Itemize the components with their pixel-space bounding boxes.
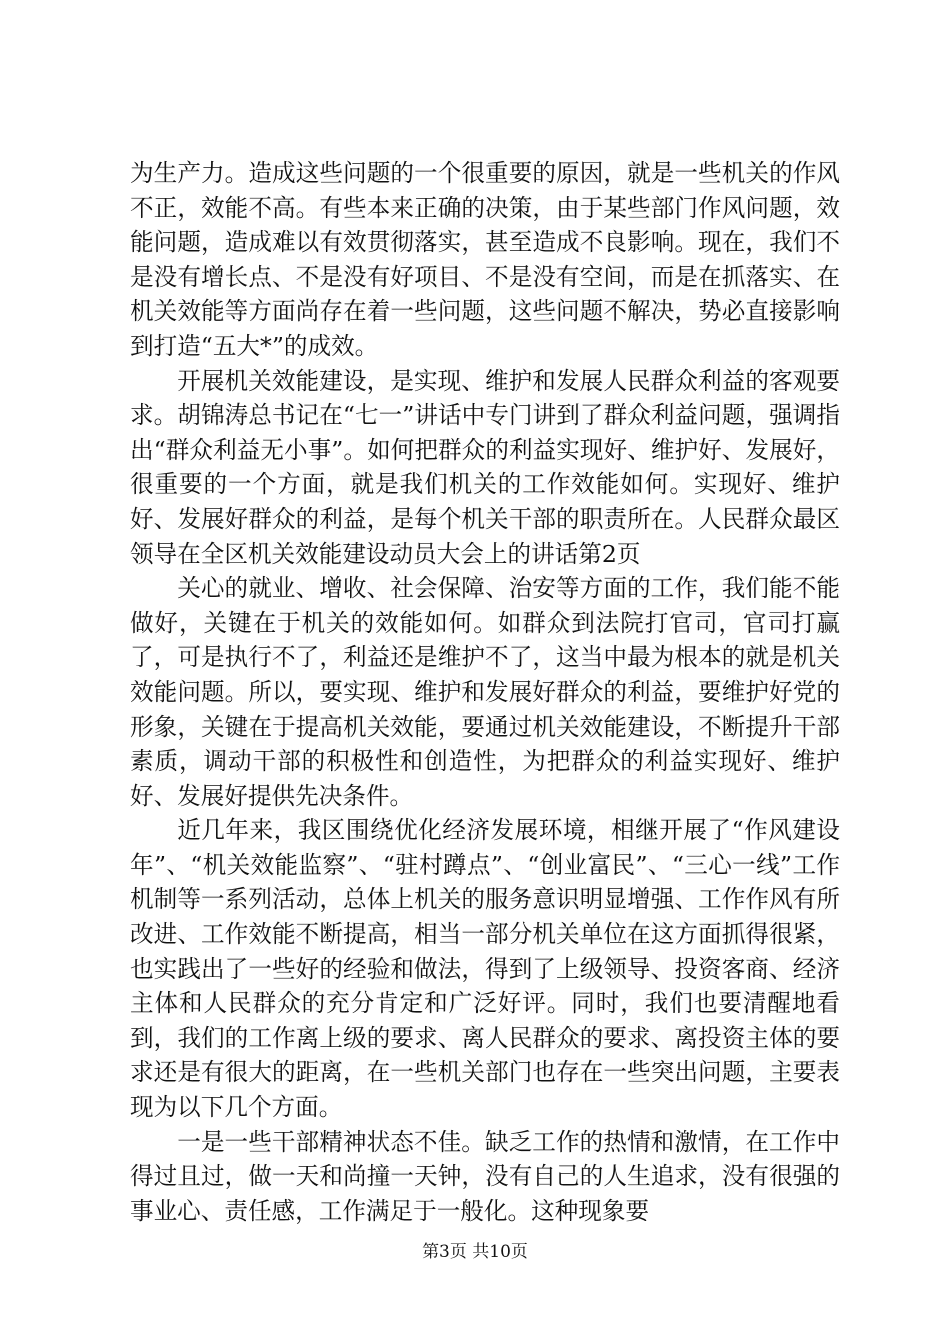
paragraph-2: 开展机关效能建设，是实现、维护和发展人民群众利益的客观要求。胡锦涛总书记在“七一”讲话中专门讲到了群众利益问题，强调指出“群众利益无小事”。如何把群众的利益实现好、维护好、发展好，很重要的一个方面，就是我们机关的工作效能如何。实现好、维护好、发展好群众的利益，是每个机关干部的职责所在。人民群众最区领导在全区机关效能建设动员大会上的讲话第2页	[130, 366, 840, 568]
paragraph-1: 为生产力。造成这些问题的一个很重要的原因，就是一些机关的作风不正，效能不高。有些本来正确的决策，由于某些部门作风问题，效能问题，造成难以有效贯彻落实，甚至造成不良影响。现在，我们不是没有增长点、不是没有好项目、不是没有空间，而是在抓落实、在机关效能等方面尚存在着一些问题，这些问题不解决，势必直接影响到打造“五大*”的成效。	[130, 159, 840, 360]
page-number-footer: 第3页 共10页	[422, 1242, 528, 1262]
document-body	[130, 156, 840, 1228]
paragraph-3: 关心的就业、增收、社会保障、治安等方面的工作，我们能不能做好，关键在于机关的效能如何。如群众到法院打官司，官司打赢了，可是执行不了，利益还是维护不了，这当中最为根本的就是机关效能问题。所以，要实现、维护和发展好群众的利益，要维护好党的形象，关键在于提高机关效能，要通过机关效能建设，不断提升干部素质，调动干部的积极性和创造性，为把群众的利益实现好、维护好、发展好提供先决条件。	[130, 574, 840, 810]
paragraph-5: 一是一些干部精神状态不佳。缺乏工作的热情和激情，在工作中得过且过，做一天和尚撞一天钟，没有自己的人生追求，没有很强的事业心、责任感，工作满足于一般化。这种现象要	[130, 1127, 840, 1225]
paragraph-4: 近几年来，我区围绕优化经济发展环境，相继开展了“作风建设年”、“机关效能监察”、“驻村蹲点”、“创业富民”、“三心一线”工作机制等一系列活动，总体上机关的服务意识明显增强、工作作风有所改进、工作效能不断提高，相当一部分机关单位在这方面抓得很紧，也实践出了一些好的经验和做法，得到了上级领导、投资客商、经济主体和人民群众的充分肯定和广泛好评。同时，我们也要清醒地看到，我们的工作离上级的要求、离人民群众的要求、离投资主体的要求还是有很大的距离，在一些机关部门也存在一些突出问题，主要表现为以下几个方面。	[130, 816, 840, 1122]
